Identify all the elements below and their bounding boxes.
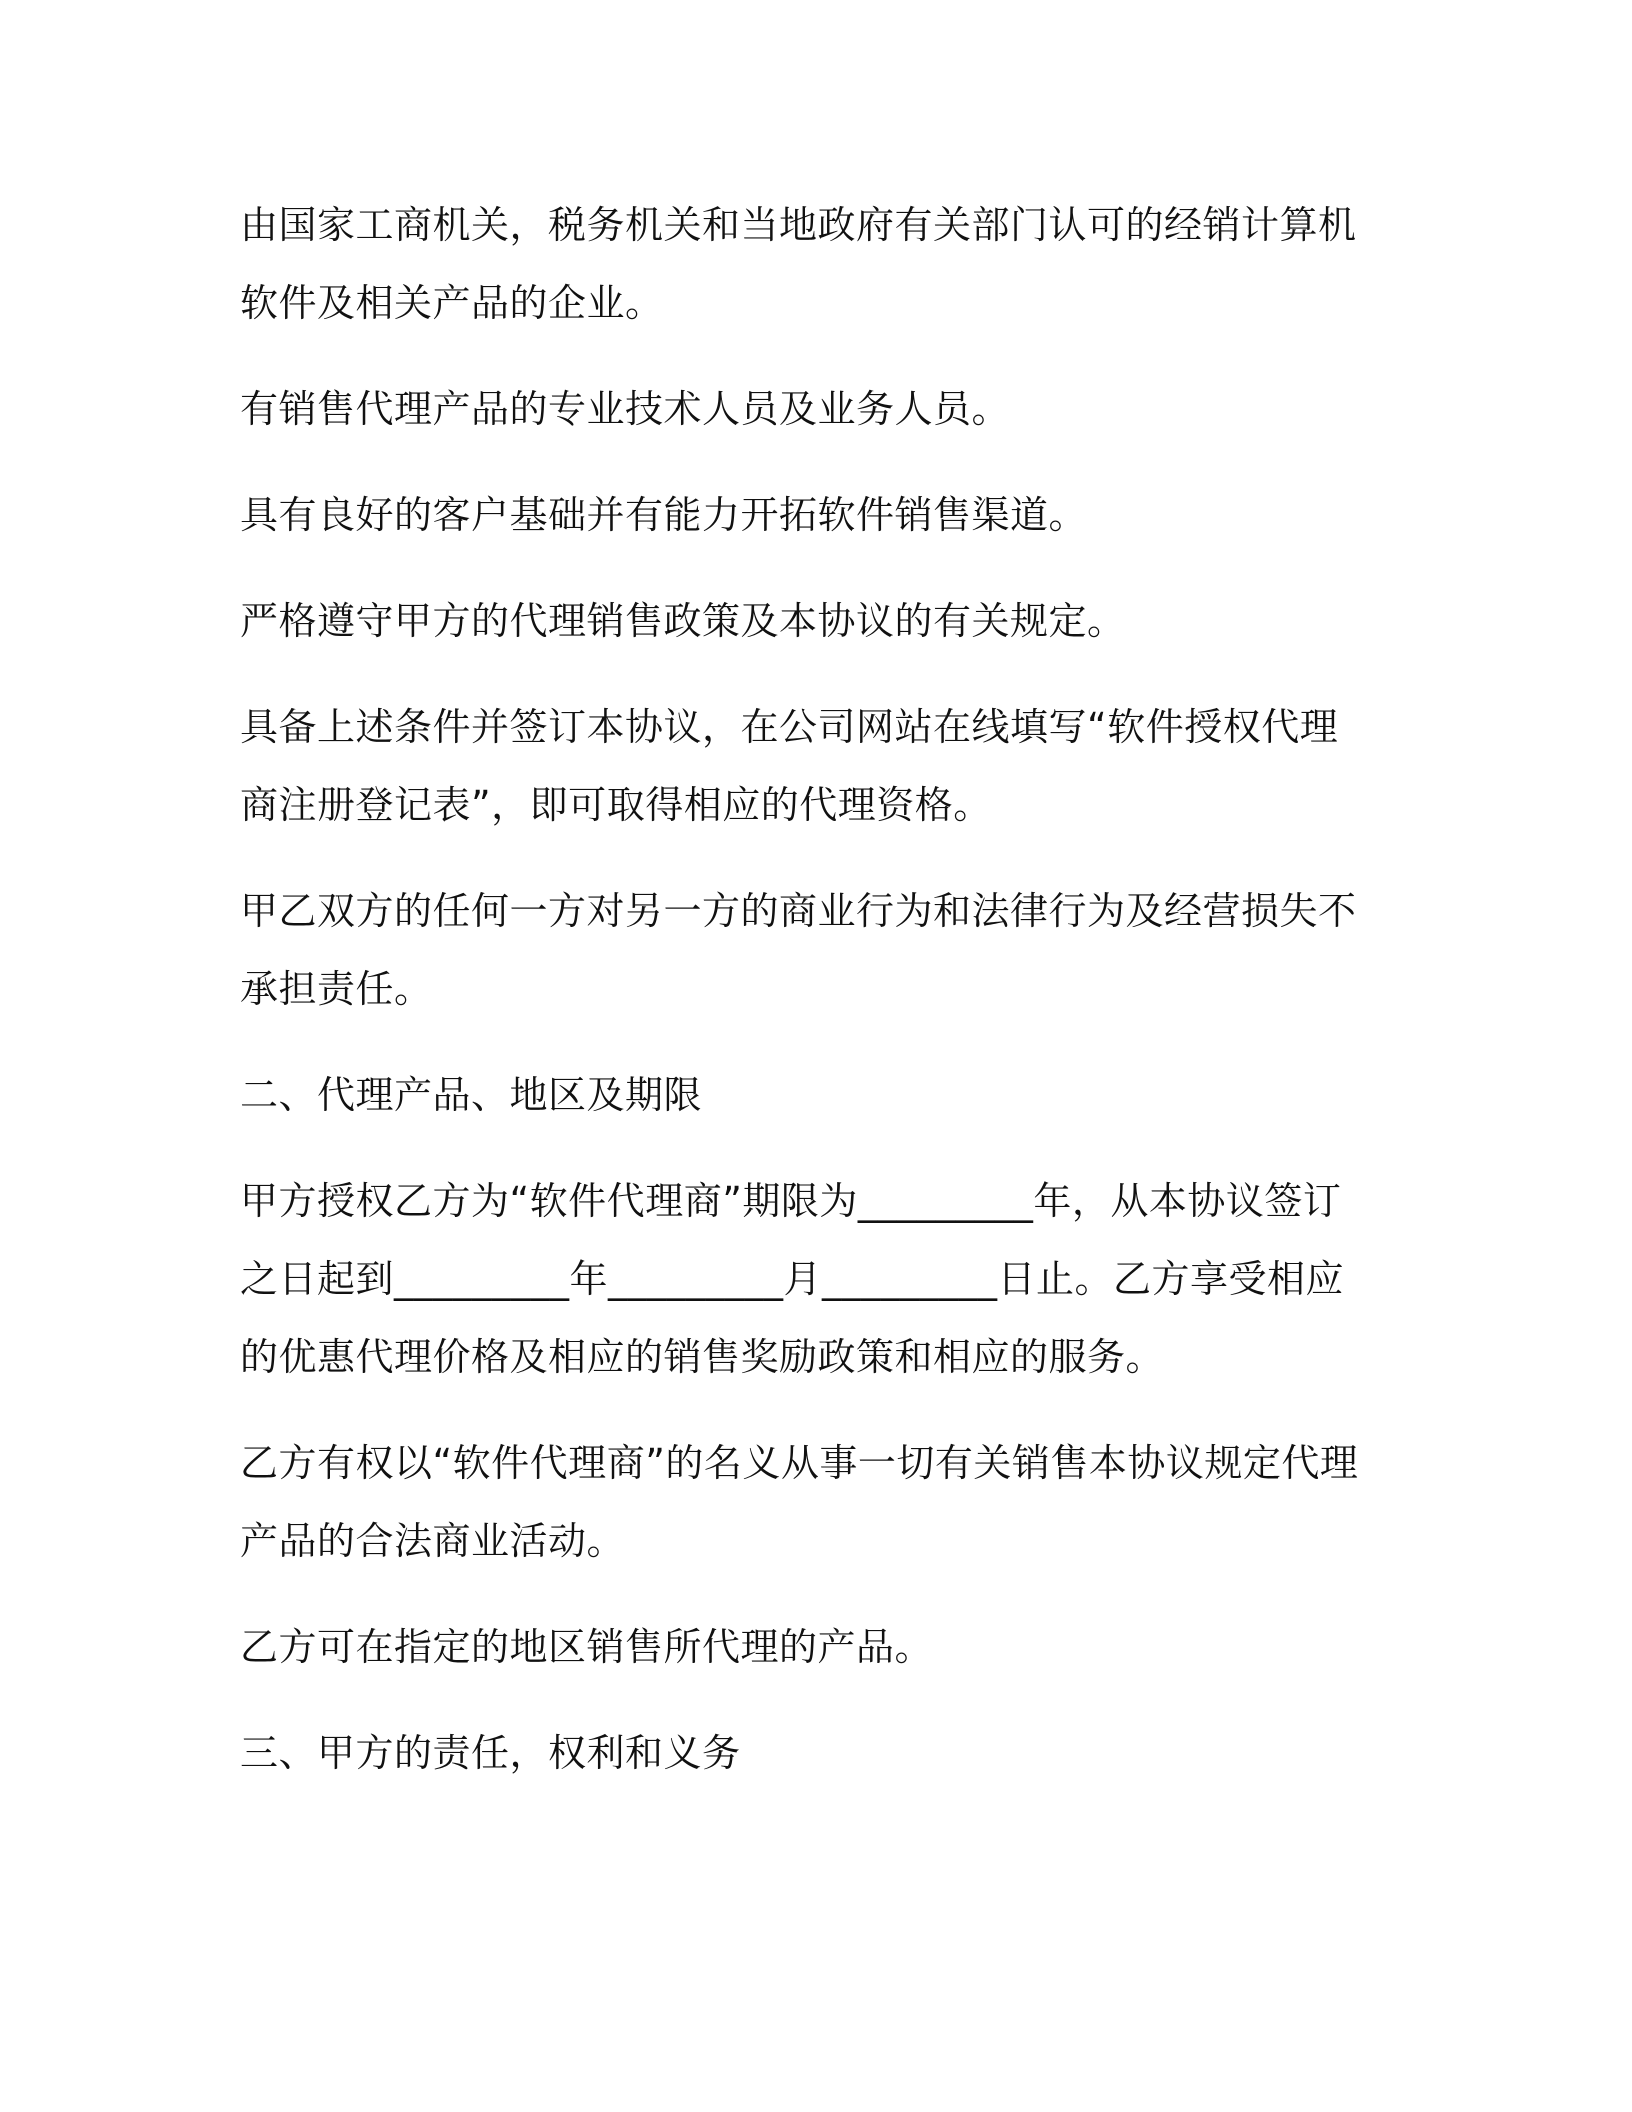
document-body [240, 186, 1360, 1820]
paragraph-qualification-customers: 具有良好的客户基础并有能力开拓软件销售渠道。 [240, 493, 1088, 537]
paragraph-region: 乙方可在指定的地区销售所代理的产品。 [240, 1625, 934, 1669]
paragraph-qualification-policy: 严格遵守甲方的代理销售政策及本协议的有关规定。 [240, 599, 1126, 643]
section-heading-3: 三、甲方的责任，权利和义务 [240, 1731, 741, 1775]
paragraph-rights: 乙方有权以“软件代理商”的名义从事一切有关销售本协议规定代理产品的合法商业活动。 [240, 1441, 1359, 1563]
paragraph-liability: 甲乙双方的任何一方对另一方的商业行为和法律行为及经营损失不承担责任。 [240, 889, 1357, 1011]
paragraph-term: 甲方授权乙方为“软件代理商”期限为_________年，从本协议签订之日起到_________年_________月_________日止。乙方享受相应的优惠代理价格及相应的销售奖励政策和相应的服务。 [240, 1179, 1345, 1379]
paragraph-qualification-registration: 具备上述条件并签订本协议，在公司网站在线填写“软件授权代理商注册登记表”，即可取得相应的代理资格。 [240, 705, 1339, 827]
paragraph-qualification-staff: 有销售代理产品的专业技术人员及业务人员。 [240, 387, 1011, 431]
paragraph-qualification-enterprise: 由国家工商机关，税务机关和当地政府有关部门认可的经销计算机软件及相关产品的企业。 [240, 203, 1357, 325]
section-heading-2: 二、代理产品、地区及期限 [240, 1073, 703, 1117]
